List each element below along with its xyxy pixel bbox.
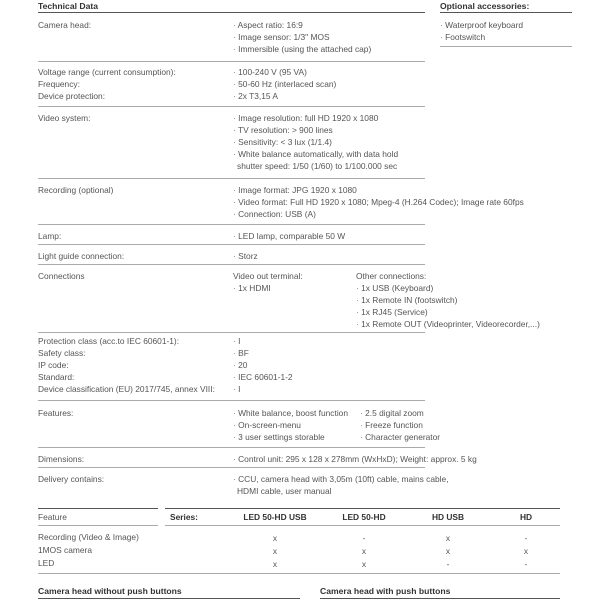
footer-right-heading: Camera head with push buttons <box>320 586 451 596</box>
footer-left-heading: Camera head without push buttons <box>38 586 182 596</box>
spec-values-camera-head <box>233 19 371 55</box>
classification-labels <box>38 335 215 395</box>
table-cell: x <box>361 546 367 556</box>
feature-item: · On-screen-menu <box>233 419 348 431</box>
spec-label-line: Voltage range (current consumption): <box>38 67 176 77</box>
table-cell: - <box>524 533 528 543</box>
table-cell: x <box>272 559 278 569</box>
spec-values-recording <box>233 184 524 220</box>
table-cell: - <box>446 559 450 569</box>
spec-value: · TV resolution: > 900 lines <box>233 124 398 136</box>
series-column-header: LED 50-HD USB <box>243 512 307 522</box>
spec-label-voltage <box>38 66 176 102</box>
table-cell: x <box>523 546 529 556</box>
table-top-rule-left <box>38 508 158 509</box>
spec-label-video-system: Video system: <box>38 113 91 123</box>
spec-label-recording: Recording (optional) <box>38 185 114 195</box>
table-cell: x <box>361 559 367 569</box>
spec-label-camera-head: Camera head: <box>38 20 92 30</box>
spec-value: · 50-60 Hz (interlaced scan) <box>233 78 336 90</box>
feature-item: · White balance, boost function <box>233 407 348 419</box>
table-cell: x <box>445 533 451 543</box>
spec-divider <box>38 400 425 401</box>
table-header-rule-left <box>38 525 158 526</box>
spec-label-connections: Connections <box>38 271 85 281</box>
feature-item: · 3 user settings storable <box>233 431 348 443</box>
footer-rule-right <box>320 598 560 599</box>
spec-value: · 2x T3,15 A <box>233 90 336 102</box>
spec-label-line: Frequency: <box>38 79 80 89</box>
footer-rule-left <box>38 598 300 599</box>
table-bottom-rule <box>38 573 560 574</box>
video-out-item: · 1x HDMI <box>233 282 303 294</box>
spec-value: · Immersible (using the attached cap) <box>233 43 371 55</box>
spec-values-voltage <box>233 66 336 102</box>
accessories-list <box>440 19 523 43</box>
spec-divider <box>38 332 425 333</box>
other-connection-item: · 1x Remote IN (footswitch) <box>356 294 540 306</box>
series-header: Series: <box>170 512 198 522</box>
features-col-2 <box>360 407 440 443</box>
feature-item: · 2.5 digital zoom <box>360 407 440 419</box>
spec-value: · Image sensor: 1/3" MOS <box>233 31 371 43</box>
other-connections-block <box>356 270 540 330</box>
feature-item: · Freeze function <box>360 419 440 431</box>
spec-label-features: Features: <box>38 408 74 418</box>
spec-value: · Video format: Full HD 1920 x 1080; Mpeg-4 (H.264 Codec); Image rate 60fps <box>233 196 524 208</box>
spec-divider <box>38 224 425 225</box>
spec-value: · LED lamp, comparable 50 W <box>233 230 345 242</box>
classification-value: · I <box>233 335 293 347</box>
spec-label-line: Device protection: <box>38 91 106 101</box>
spec-divider <box>38 61 425 62</box>
other-connection-item: · 1x Remote OUT (Videoprinter, Videorecorder,...) <box>356 318 540 330</box>
spec-value: · Image resolution: full HD 1920 x 1080 <box>233 112 398 124</box>
spec-value: · Sensitivity: < 3 lux (1/1.4) <box>233 136 398 148</box>
classification-label: Device classification (EU) 2017/745, annex VIII: <box>38 384 215 394</box>
spec-value: · Connection: USB (A) <box>233 208 524 220</box>
spec-label-dimensions: Dimensions: <box>38 454 85 464</box>
classification-label: IP code: <box>38 360 69 370</box>
spec-value: · White balance automatically, with data hold <box>233 148 398 160</box>
spec-values-lamp <box>233 230 345 242</box>
table-row-name: Recording (Video & Image) <box>38 532 139 542</box>
other-connections-title: Other connections: <box>356 271 427 281</box>
features-col-1 <box>233 407 348 443</box>
table-cell: - <box>524 559 528 569</box>
table-cell: - <box>362 533 366 543</box>
series-column-header: LED 50-HD <box>342 512 386 522</box>
optional-accessories-title: Optional accessories: <box>440 1 530 11</box>
spec-label-delivery: Delivery contains: <box>38 474 105 484</box>
accessory-item: · Footswitch <box>440 31 523 43</box>
spec-value: · 100-240 V (95 VA) <box>233 66 336 78</box>
other-connection-item: · 1x USB (Keyboard) <box>356 282 540 294</box>
classification-values <box>233 335 293 395</box>
video-out-title: Video out terminal: <box>233 271 303 281</box>
classification-value: · IEC 60601-1-2 <box>233 371 293 383</box>
spec-label-lamp: Lamp: <box>38 231 62 241</box>
spec-value: shutter speed: 1/50 (1/60) to 1/100.000 sec <box>237 161 398 171</box>
classification-label: Standard: <box>38 372 75 382</box>
spec-value: · Storz <box>233 250 258 262</box>
classification-value: · I <box>233 383 293 395</box>
accessories-rule <box>440 12 572 13</box>
spec-value: · Aspect ratio: 16:9 <box>233 19 371 31</box>
table-top-rule-right <box>165 508 560 509</box>
feature-item: · Character generator <box>360 431 440 443</box>
accessory-item: · Waterproof keyboard <box>440 19 523 31</box>
table-header-rule-right <box>165 525 560 526</box>
spec-values-delivery <box>233 473 449 497</box>
classification-label: Safety class: <box>38 348 86 358</box>
spec-values-light-guide <box>233 250 258 262</box>
other-connection-item: · 1x RJ45 (Service) <box>356 306 540 318</box>
table-row-name: 1MOS camera <box>38 545 92 555</box>
spec-divider <box>38 106 425 107</box>
classification-value: · BF <box>233 347 293 359</box>
spec-divider <box>38 447 425 448</box>
series-column-header: HD <box>519 512 533 522</box>
spec-divider <box>38 467 425 468</box>
table-row-name: LED <box>38 558 55 568</box>
header-rule <box>38 12 425 13</box>
spec-value: · Control unit: 295 x 128 x 278mm (WxHxD); Weight: approx. 5 kg <box>233 453 477 465</box>
spec-value: HDMI cable, user manual <box>237 486 332 496</box>
spec-divider <box>38 178 425 179</box>
spec-divider <box>38 244 425 245</box>
spec-value: · Image format: JPG 1920 x 1080 <box>233 184 524 196</box>
spec-divider <box>38 264 425 265</box>
feature-column-header: Feature <box>38 512 67 522</box>
series-column-header: HD USB <box>431 512 465 522</box>
accessories-bottom-rule <box>440 46 572 47</box>
spec-label-light-guide: Light guide connection: <box>38 251 125 261</box>
classification-value: · 20 <box>233 359 293 371</box>
table-cell: x <box>272 546 278 556</box>
spec-value: · CCU, camera head with 3,05m (10ft) cable, mains cable, <box>233 473 449 485</box>
spec-values-video-system <box>233 112 398 172</box>
technical-data-title: Technical Data <box>38 1 99 11</box>
spec-values-dimensions <box>233 453 477 465</box>
classification-label: Protection class (acc.to IEC 60601-1): <box>38 336 180 346</box>
video-out-block <box>233 270 303 294</box>
table-cell: x <box>445 546 451 556</box>
table-cell: x <box>272 533 278 543</box>
